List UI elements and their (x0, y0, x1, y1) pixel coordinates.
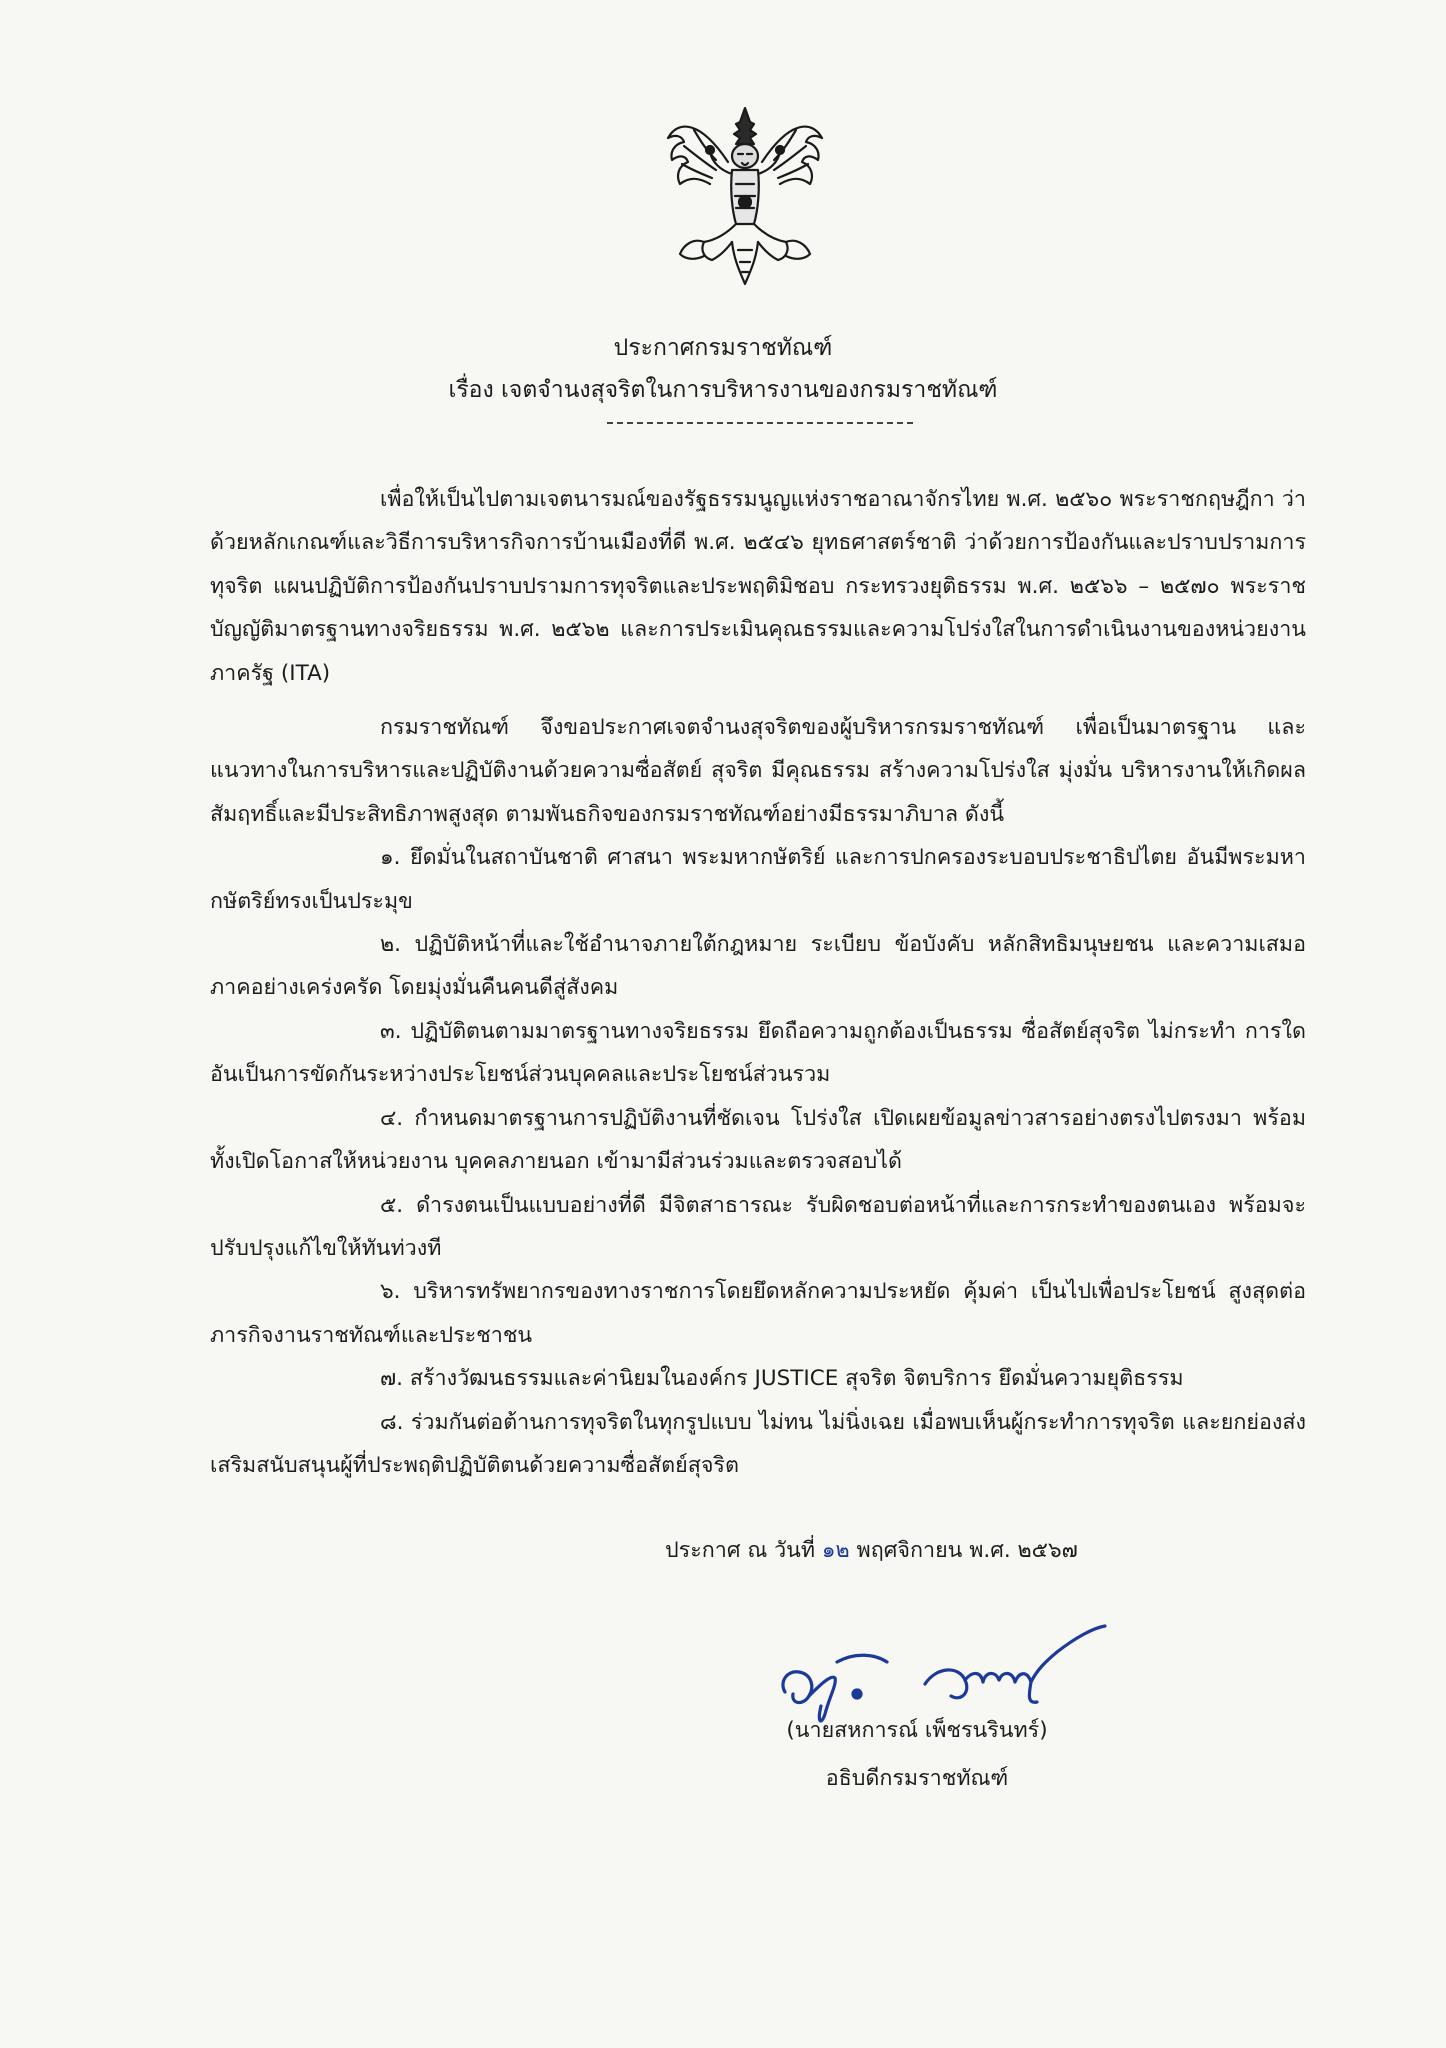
commitment-item-6: ๖. บริหารทรัพยากรของทางราชการโดยยึดหลักความประหยัด คุ้มค่า เป็นไปเพื่อประโยชน์ สูงสุดต่อภารกิจงานราชทัณฑ์และประชาชน (210, 1279, 1306, 1348)
commitment-item-4: ๔. กำหนดมาตรฐานการปฏิบัติงานที่ชัดเจน โปร่งใส เปิดเผยข้อมูลข่าวสารอย่างตรงไปตรงมา พร้อมทั้งเปิดโอกาสให้หน่วยงาน บุคคลภายนอก เข้ามามีส่วนร่วมและตรวจสอบได้ (210, 1105, 1306, 1175)
announcement-date (665, 1536, 1078, 1566)
declaration-paragraph: กรมราชทัณฑ์ จึงขอประกาศเจตจำนงสุจริตของผู้บริหารกรมราชทัณฑ์ เพื่อเป็นมาตรฐาน และแนวทางในการบริหารและปฏิบัติงานด้วยความซื่อสัตย์ สุจริต มีคุณธรรม สร้างความโปร่งใส มุ่งมั่น บริหารงานให้เกิดผลสัมฤทธิ์และมีประสิทธิภาพสูงสุด ตามพันธกิจของกรมราชทัณฑ์อย่างมีธรรมาภิบาล ดังนี้ (210, 715, 1306, 827)
commitment-item-1: ๑. ยึดมั่นในสถาบันชาติ ศาสนา พระมหากษัตริย์ และการปกครองระบอบประชาธิปไตย อันมีพระมหากษัตริย์ทรงเป็นประมุข (210, 845, 1306, 914)
commitment-item-7: ๗. สร้างวัฒนธรรมและค่านิยมในองค์กร JUSTICE สุจริต จิตบริการ ยึดมั่นความยุติธรรม (380, 1366, 1184, 1392)
date-suffix: พฤศจิกายน พ.ศ. ๒๕๖๗ (849, 1538, 1078, 1563)
commitment-item-8: ๘. ร่วมกันต่อต้านการทุจริตในทุกรูปแบบ ไม่ทน ไม่นิ่งเฉย เมื่อพบเห็นผู้กระทำการทุจริต และยกย่องส่งเสริมสนับสนุนผู้ที่ประพฤติปฏิบัติตนด้วยความซื่อสัตย์สุจริต (210, 1409, 1306, 1478)
date-day: ๑๒ (821, 1538, 850, 1563)
title-divider (607, 422, 913, 424)
announcement-body (210, 478, 1306, 1487)
date-prefix: ประกาศ ณ วันที่ (665, 1538, 822, 1563)
preamble-paragraph: เพื่อให้เป็นไปตามเจตนารมณ์ของรัฐธรรมนูญแห่งราชอาณาจักรไทย พ.ศ. ๒๕๖๐ พระราชกฤษฎีกา ว่าด้วยหลักเกณฑ์และวิธีการบริหารกิจการบ้านเมืองที่ดี พ.ศ. ๒๕๔๖ ยุทธศาสตร์ชาติ ว่าด้วยการป้องกันและปราบปรามการทุจริต แผนปฏิบัติการป้องกันปราบปรามการทุจริตและประพฤติมิชอบ กระทรวงยุติธรรม พ.ศ. ๒๕๖๖ – ๒๕๗๐ พระราชบัญญัติมาตรฐานทางจริยธรรม พ.ศ. ๒๕๖๒ และการประเมินคุณธรรมและความโปร่งใสในการดำเนินงานของหน่วยงานภาครัฐ (ITA) (210, 487, 1306, 686)
document-subject: เรื่อง เจตจำนงสุจริตในการบริหารงานของกรมราชทัณฑ์ (448, 377, 998, 403)
garuda-emblem-icon (660, 100, 830, 290)
commitment-item-3: ๓. ปฏิบัติตนตามมาตรฐานทางจริยธรรม ยึดถือความถูกต้องเป็นธรรม ซื่อสัตย์สุจริต ไม่กระทำ การใดอันเป็นการขัดกันระหว่างประโยชน์ส่วนบุคคลและประโยชน์ส่วนรวม (210, 1018, 1306, 1088)
commitment-item-5: ๕. ดำรงตนเป็นแบบอย่างที่ดี มีจิตสาธารณะ รับผิดชอบต่อหน้าที่และการกระทำของตนเอง พร้อมจะปรับปรุงแก้ไขให้ทันท่วงที (210, 1192, 1306, 1261)
document-title: ประกาศกรมราชทัณฑ์ (613, 335, 833, 361)
signatory-position: อธิบดีกรมราชทัณฑ์ (825, 1766, 1009, 1791)
signatory-name: (นายสหการณ์ เพ็ชรนรินทร์) (786, 1718, 1048, 1743)
commitment-item-2: ๒. ปฏิบัติหน้าที่และใช้อำนาจภายใต้กฎหมาย ระเบียบ ข้อบังคับ หลักสิทธิมนุษยชน และความเสมอภาคอย่างเคร่งครัด โดยมุ่งมั่นคืนคนดีสู่สังคม (210, 932, 1306, 1001)
